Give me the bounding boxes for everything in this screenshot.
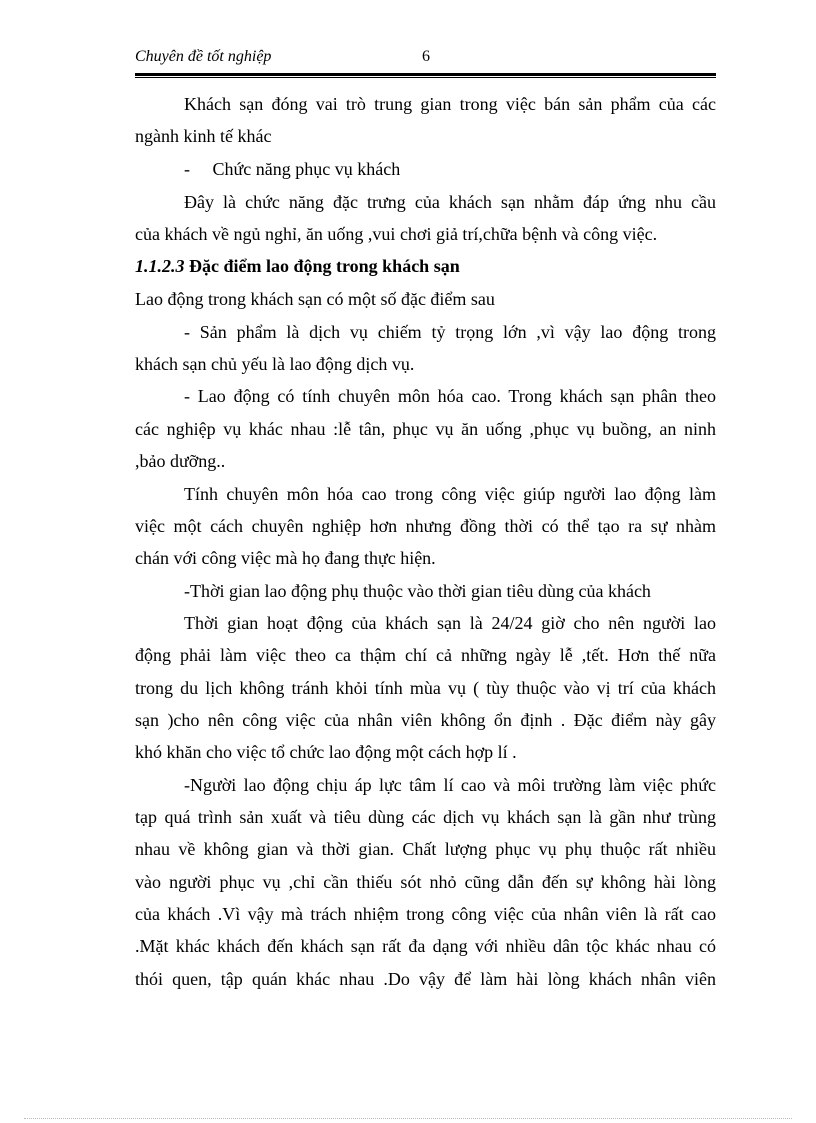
paragraph-line: ,bảo dưỡng.. <box>135 451 226 471</box>
section-heading-text: Đặc điểm lao động trong khách sạn <box>189 256 460 276</box>
footer-dotted-rule <box>24 1118 792 1119</box>
paragraph-line: thói quen, tập quán khác nhau .Do vậy để làm hài lòng khách nhân viên <box>135 969 716 989</box>
paragraph-line: Khách sạn đóng vai trò trung gian trong việc bán sản phẩm của các <box>184 94 716 114</box>
page-number: 6 <box>422 48 430 65</box>
page-header <box>135 46 716 70</box>
header-rule-thin <box>135 77 716 78</box>
paragraph-line: -Thời gian lao động phụ thuộc vào thời gian tiêu dùng của khách <box>184 581 651 601</box>
paragraph-line: khó khăn cho việc tổ chức lao động một cách hợp lí . <box>135 742 517 762</box>
paragraph-line: sạn )cho nên công việc của nhân viên không ổn định . Đặc điểm này gây <box>135 710 716 730</box>
paragraph-line: của khách về ngủ nghỉ, ăn uống ,vui chơi giả trí,chữa bệnh và công việc. <box>135 224 658 244</box>
section-heading-number: 1.1.2.3 <box>135 256 185 276</box>
paragraph-line: Đây là chức năng đặc trưng của khách sạn nhằm đáp ứng nhu cầu <box>184 192 716 212</box>
paragraph-line: tạp quá trình sản xuất và tiêu dùng các dịch vụ khách sạn là gần như trùng <box>135 807 716 827</box>
paragraph-line: việc một cách chuyên nghiệp hơn nhưng đồng thời có thể tạo ra sự nhàm <box>135 516 716 536</box>
paragraph-line: Thời gian hoạt động của khách sạn là 24/24 giờ cho nên người lao <box>184 613 716 633</box>
paragraph-line: vào người phục vụ ,chỉ cần thiếu sót nhỏ cũng dẫn đến sự không hài lòng <box>135 872 716 892</box>
paragraph-line: khách sạn chủ yếu là lao động dịch vụ. <box>135 354 415 374</box>
paragraph-line: Tính chuyên môn hóa cao trong công việc giúp người lao động làm <box>184 484 716 504</box>
paragraph-line: các nghiệp vụ khác nhau :lễ tân, phục vụ ăn uống ,phục vụ buồng, an ninh <box>135 419 716 439</box>
paragraph-line: động phải làm việc theo ca thậm chí cả những ngày lễ ,tết. Hơn thế nữa <box>135 645 716 665</box>
paragraph-line: trong du lịch không tránh khỏi tính mùa vụ ( tùy thuộc vào vị trí của khách <box>135 678 716 698</box>
section-heading <box>135 250 460 282</box>
paragraph-line: Lao động trong khách sạn có một số đặc điểm sau <box>135 289 495 309</box>
paragraph-line: - Sản phẩm là dịch vụ chiếm tỷ trọng lớn ,vì vậy lao động trong <box>184 322 716 342</box>
paragraph-line: - Lao động có tính chuyên môn hóa cao. Trong khách sạn phân theo <box>184 386 716 406</box>
paragraph-line: của khách .Vì vậy mà trách nhiệm trong công việc của nhân viên là rất cao <box>135 904 716 924</box>
list-item: - Chức năng phục vụ khách <box>184 159 401 179</box>
paragraph-line: nhau về không gian và thời gian. Chất lượng phục vụ phụ thuộc rất nhiều <box>135 839 716 859</box>
paragraph-line: ngành kinh tế khác <box>135 126 272 146</box>
header-title: Chuyên đề tốt nghiệp <box>135 48 272 65</box>
paragraph-line: .Mặt khác khách đến khách sạn rất đa dạng với nhiều dân tộc khác nhau có <box>135 936 716 956</box>
paragraph-line: -Người lao động chịu áp lực tâm lí cao và môi trường làm việc phức <box>184 775 716 795</box>
paragraph-line: chán với công việc mà họ đang thực hiện. <box>135 548 436 568</box>
header-rule-thick <box>135 73 716 76</box>
